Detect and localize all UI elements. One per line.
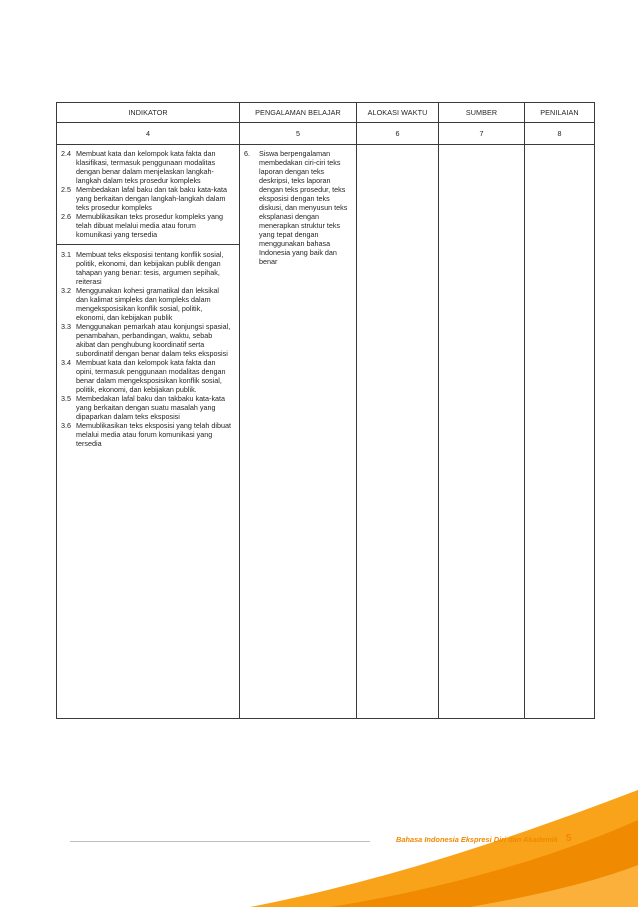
list-item [61,322,233,358]
indikator-block-2 [57,244,239,453]
column-number: 8 [525,123,595,145]
item-number: 2.6 [61,212,71,221]
header-indikator: INDIKATOR [57,103,240,123]
syllabus-table [56,102,595,719]
header-row [57,103,595,123]
item-text: Membuat teks eksposisi tentang konflik sosial, politik, ekonomi, dan kebijakan publik dengan tahapan yang benar: tesis, argumen sepihak, reiterasi [76,250,224,286]
list-item [61,421,233,448]
item-number: 3.3 [61,322,71,331]
header-pengalaman-belajar: PENGALAMAN BELAJAR [240,103,357,123]
column-number: 5 [240,123,357,145]
column-number-row [57,123,595,145]
item-text: Memublikasikan teks eksposisi yang telah dibuat melalui media atau forum komunikasi yang tersedia [76,421,232,448]
footer-book-title: Bahasa Indonesia Ekspresi Diri dan Akademik [396,835,558,844]
header-sumber: SUMBER [439,103,525,123]
sumber-cell [439,145,525,719]
list-item [61,212,233,239]
indikator-block-1 [57,145,239,244]
item-text: Membuat kata dan kelompok kata fakta dan klasifikasi, termasuk penggunaan modalitas dengan benar dalam menjelaskan langkah-langkah dalam teks prosedur kompleks [76,149,216,185]
column-number: 6 [357,123,439,145]
list-item [61,185,233,212]
indikator-cell [57,145,240,719]
item-number: 3.1 [61,250,71,259]
penilaian-cell [525,145,595,719]
item-text: Membedakan lafal baku dan takbaku kata-kata yang berkaitan dengan suatu masalah yang dipaparkan dalam teks eksposisi [76,394,226,421]
list-item [61,286,233,322]
list-item [61,149,233,185]
item-number: 2.5 [61,185,71,194]
header-alokasi-waktu: ALOKASI WAKTU [357,103,439,123]
item-number: 6. [244,149,250,158]
footer-rule [70,841,370,842]
list-item [61,394,233,421]
item-number: 3.2 [61,286,71,295]
item-number: 3.6 [61,421,71,430]
item-text: Menggunakan pemarkah atau konjungsi spasial, penambahan, perbandingan, waktu, sebab akibat dan penghubung koordinatif serta subordinatif dengan benar dalam teks eksposisi [76,322,231,358]
item-number: 2.4 [61,149,71,158]
item-text: Membedakan lafal baku dan tak baku kata-kata yang berkaitan dengan langkah-langkah dalam teks prosedur kompleks [76,185,228,212]
list-item [61,358,233,394]
item-text: Membuat kata dan kelompok kata fakta dan opini, termasuk penggunaan modalitas dengan benar dalam mengeksposisikan konflik sosial, politik, ekonomi, dan kebijakan publik. [76,358,226,394]
page-number: 5 [566,833,572,844]
pengalaman-belajar-cell [240,145,357,719]
item-text: Memublikasikan teks prosedur kompleks yang telah dibuat melalui media atau forum komunikasi yang tersedia [76,212,224,239]
item-number: 3.5 [61,394,71,403]
table-row [57,145,595,719]
list-item [61,250,233,286]
header-penilaian: PENILAIAN [525,103,595,123]
column-number: 4 [57,123,240,145]
alokasi-waktu-cell [357,145,439,719]
item-text: Menggunakan kohesi gramatikal dan leksikal dan kalimat simpleks dan kompleks dalam mengeksposisikan konflik sosial, politik, ekonomi, dan kebijakan publik [76,286,220,322]
column-number: 7 [439,123,525,145]
item-text: Siswa berpengalaman membedakan ciri-ciri teks laporan dengan teks deskripsi, teks laporan dengan teks prosedur, teks eksposisi dengan teks diskusi, dan menyusun teks eksplanasi dengan menerapkan struktur teks yang tepat dengan menggunakan bahasa Indonesia yang baik dan benar [259,149,348,266]
item-number: 3.4 [61,358,71,367]
list-item [244,149,350,266]
